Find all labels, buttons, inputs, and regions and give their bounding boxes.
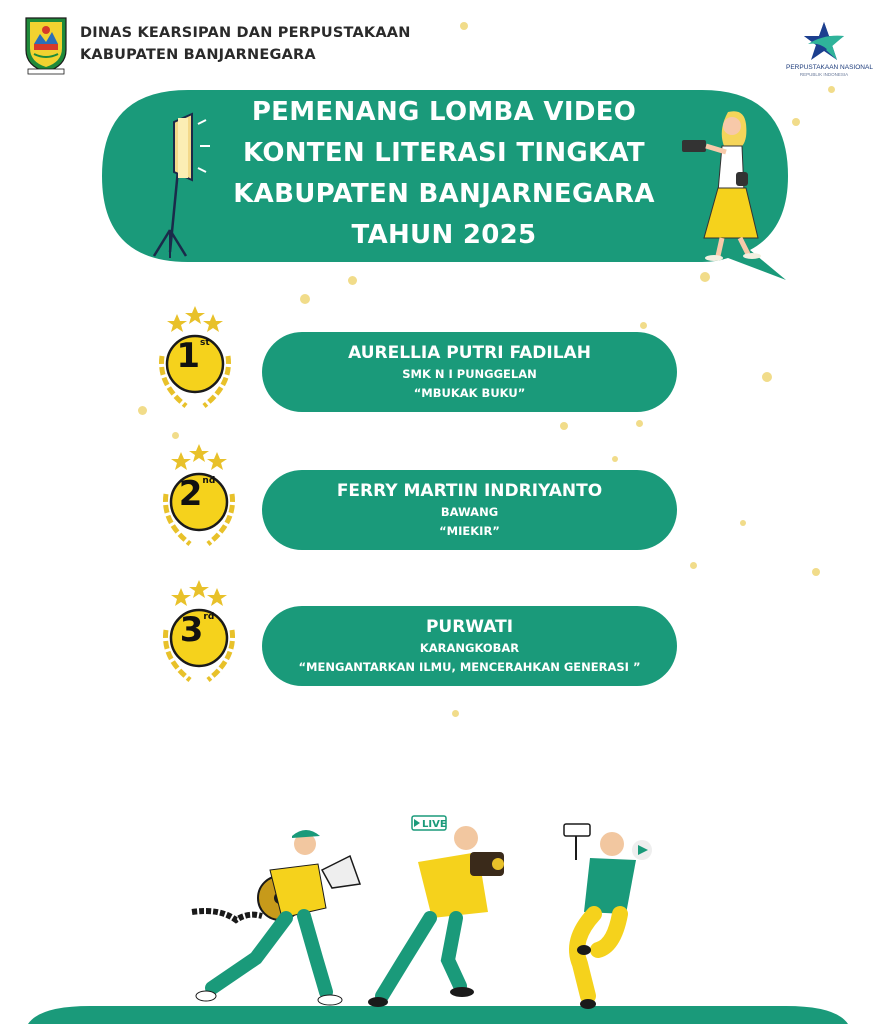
rank-3-medal: [144, 580, 254, 690]
regency-coat-of-arms-icon: [22, 14, 70, 76]
confetti-dot: [300, 294, 310, 304]
partner-name: PERPUSTAKAAN NASIONAL: [786, 64, 873, 71]
perpusnas-logo: [786, 20, 873, 84]
winner-name: AURELLIA PUTRI FADILAH: [348, 343, 591, 363]
organization-name: [80, 22, 411, 66]
confetti-dot: [740, 520, 746, 526]
title-line-3: KABUPATEN BANJARNEGARA: [233, 179, 655, 209]
rank-number: 1: [176, 336, 200, 376]
rank-2-medal: [144, 444, 254, 554]
confetti-dot: [612, 456, 618, 462]
winner-card-2: [262, 470, 677, 550]
page-title: [232, 92, 656, 256]
confetti-dot: [762, 372, 772, 382]
confetti-dot: [560, 422, 568, 430]
content-creators-illustration: [0, 800, 876, 1024]
woman-filming-illustration: [678, 102, 778, 266]
confetti-dot: [792, 118, 800, 126]
video-title: “MBUKAK BUKU”: [413, 386, 526, 400]
person-vlogger-icon: [564, 824, 652, 1009]
confetti-dot: [828, 86, 835, 93]
video-title: “MIEKIR”: [439, 524, 500, 538]
confetti-dot: [172, 432, 179, 439]
ground-band: [28, 1006, 848, 1024]
rank-suffix: st: [200, 338, 210, 348]
confetti-dot: [460, 22, 468, 30]
title-line-1: PEMENANG LOMBA VIDEO: [251, 97, 637, 127]
winner-school: SMK N I PUNGGELAN: [402, 367, 537, 381]
org-line-2: KABUPATEN BANJARNEGARA: [80, 47, 316, 63]
person-camera-icon: [368, 816, 504, 1007]
perpusnas-star-icon: [798, 20, 850, 64]
title-line-4: TAHUN 2025: [351, 220, 537, 250]
winner-name: FERRY MARTIN INDRIYANTO: [336, 481, 603, 501]
rank-suffix: rd: [203, 612, 215, 622]
winner-card-3: [262, 606, 677, 686]
winner-school: KARANGKOBAR: [419, 641, 520, 655]
confetti-dot: [812, 568, 820, 576]
winner-name: PURWATI: [425, 617, 514, 637]
confetti-dot: [640, 322, 647, 329]
winner-school: BAWANG: [440, 505, 499, 519]
confetti-dot: [690, 562, 697, 569]
confetti-dot: [452, 710, 459, 717]
confetti-dot: [636, 420, 643, 427]
winner-card-1: [262, 332, 677, 412]
person-megaphone-icon: [192, 830, 360, 1005]
partner-subtitle: REPUBLIK INDONESIA: [799, 72, 849, 77]
rank-1-medal: [140, 306, 250, 416]
studio-lamp-icon: [148, 110, 218, 264]
org-line-1: DINAS KEARSIPAN DAN PERPUSTAKAAN: [80, 25, 411, 41]
rank-suffix: nd: [202, 476, 216, 486]
video-title: “MENGANTARKAN ILMU, MENCERAHKAN GENERASI ”: [298, 660, 641, 674]
title-banner: [102, 90, 788, 262]
rank-number: 2: [178, 474, 203, 514]
live-badge: LIVE: [422, 819, 447, 830]
rank-number: 3: [179, 610, 204, 650]
title-line-2: KONTEN LITERASI TINGKAT: [243, 138, 645, 168]
